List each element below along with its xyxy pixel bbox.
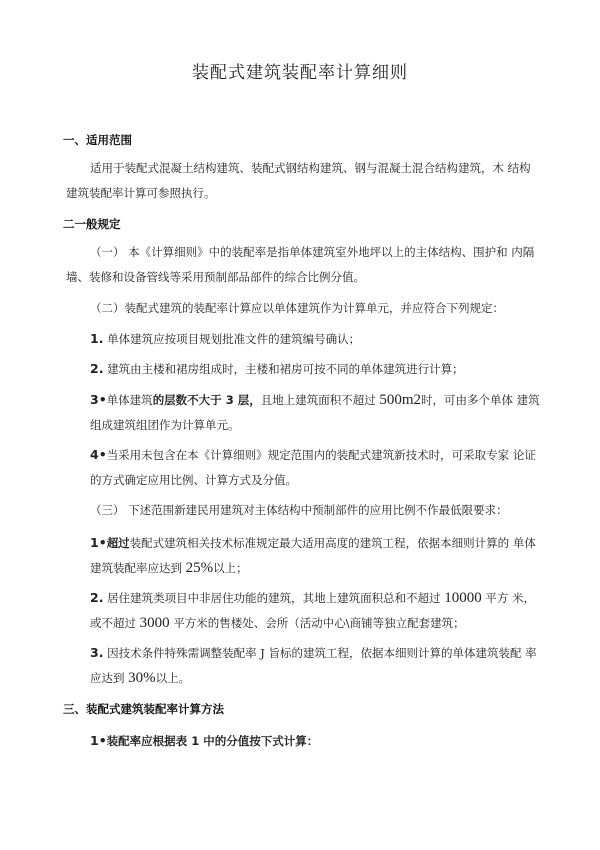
rule-item-3-area: 500m2 [379, 392, 422, 408]
section-1-heading: 一、适用范围 [63, 133, 132, 147]
section-2-para-3: （三） 下述范围新建民用建筑对主体结构中预制部件的应用比例不作最低限要求： [90, 503, 508, 517]
exception-item-3-number: 3. [90, 645, 104, 660]
rule-item-3-text-d: 时，可由多个单体 建筑组成建筑组团作为计算单元。 [90, 393, 540, 432]
exception-item-2-area-1: 10000 [444, 590, 482, 606]
rule-item-2-text: 建筑由主楼和裙房组成时，主楼和裙房可按不同的单体建筑进行计算； [107, 362, 464, 376]
exception-item-3 [90, 640, 540, 691]
exception-item-3-text-a: 因技术条件特殊需调整装配率 J 旨标的建筑工程，依据本细则计算的单体建筑装配 率应达到 [90, 646, 537, 685]
rule-item-4-number: 4• [90, 447, 107, 462]
method-item-1-text: 装配率应根据表 1 中的分值按下式计算： [106, 734, 319, 748]
exception-item-2-area-2: 3000 [139, 615, 170, 631]
exception-item-2-text-b: 平方 米，或不超过 [90, 591, 536, 630]
section-2-heading: 二一般规定 [63, 217, 121, 231]
rule-item-3 [90, 387, 540, 438]
rule-item-4-text: 当采用未包含在本《计算细则》规定范围内的装配式建筑新技术时，可采取专家 论证的方式确定应用比例、计算方式及分值。 [90, 448, 536, 487]
rule-item-1 [90, 326, 540, 352]
exception-item-2-text-c: 平方米的售楼处、会所（活动中心\商铺等独立配套建筑； [173, 616, 465, 630]
rule-item-2 [90, 356, 540, 382]
rule-item-1-number: 1. [90, 331, 104, 346]
rule-item-3-number: 3• [90, 392, 107, 407]
method-item-1-number: 1• [90, 733, 107, 748]
section-3-heading: 三、装配式建筑装配率计算方法 [63, 702, 224, 716]
exception-item-1-number: 1• [90, 535, 107, 550]
rule-item-1-text: 单体建筑应按项目规划批准文件的建筑编号确认； [107, 332, 361, 346]
exception-item-1-percent: 25% [185, 560, 214, 576]
exception-item-1-tail: 以上； [213, 561, 248, 575]
rule-item-3-text-bold: 的层数不大于 3 层， [152, 393, 261, 407]
exception-item-1-text: 装配式建筑相关技术标准规定最大适用高度的建筑工程，依据本细则计算的 单体建筑装配率应达到 [90, 536, 536, 575]
rule-item-3-text-a: 单体建筑 [106, 393, 153, 407]
method-item-1 [90, 728, 540, 754]
exception-item-1 [90, 530, 540, 581]
exception-item-2-text-a: 居住建筑类项目中非居住功能的建筑，其地上建筑面积总和不超过 [107, 591, 441, 605]
exception-item-3-tail: 以上。 [155, 671, 191, 685]
exception-item-3-percent: 30% [128, 670, 156, 686]
exception-item-1-bold: 超过 [106, 536, 130, 550]
section-2-para-2: （二）装配式建筑的装配率计算应以单体建筑作为计算单元，并应符合下列规定： [90, 301, 504, 315]
rule-item-4 [90, 442, 540, 493]
rule-item-2-number: 2. [90, 361, 104, 376]
rule-item-3-text-c: 且地上建筑面积不超过 [260, 393, 376, 407]
section-2-para-1: （一） 本《计算细则》中的装配率是指单体建筑室外地坪以上的主体结构、围护和 内隔墙、装修和设备管线等采用预制部品部件的综合比例分值。 [66, 245, 535, 284]
exception-item-2-number: 2. [90, 590, 104, 605]
section-1-paragraph: 适用于装配式混凝土结构建筑、装配式钢结构建筑、钢与混凝土混合结构建筑，木 结构建筑装配率计算可参照执行。 [66, 161, 531, 200]
page-title: 装配式建筑装配率计算细则 [192, 63, 408, 83]
exception-item-2 [90, 585, 540, 636]
